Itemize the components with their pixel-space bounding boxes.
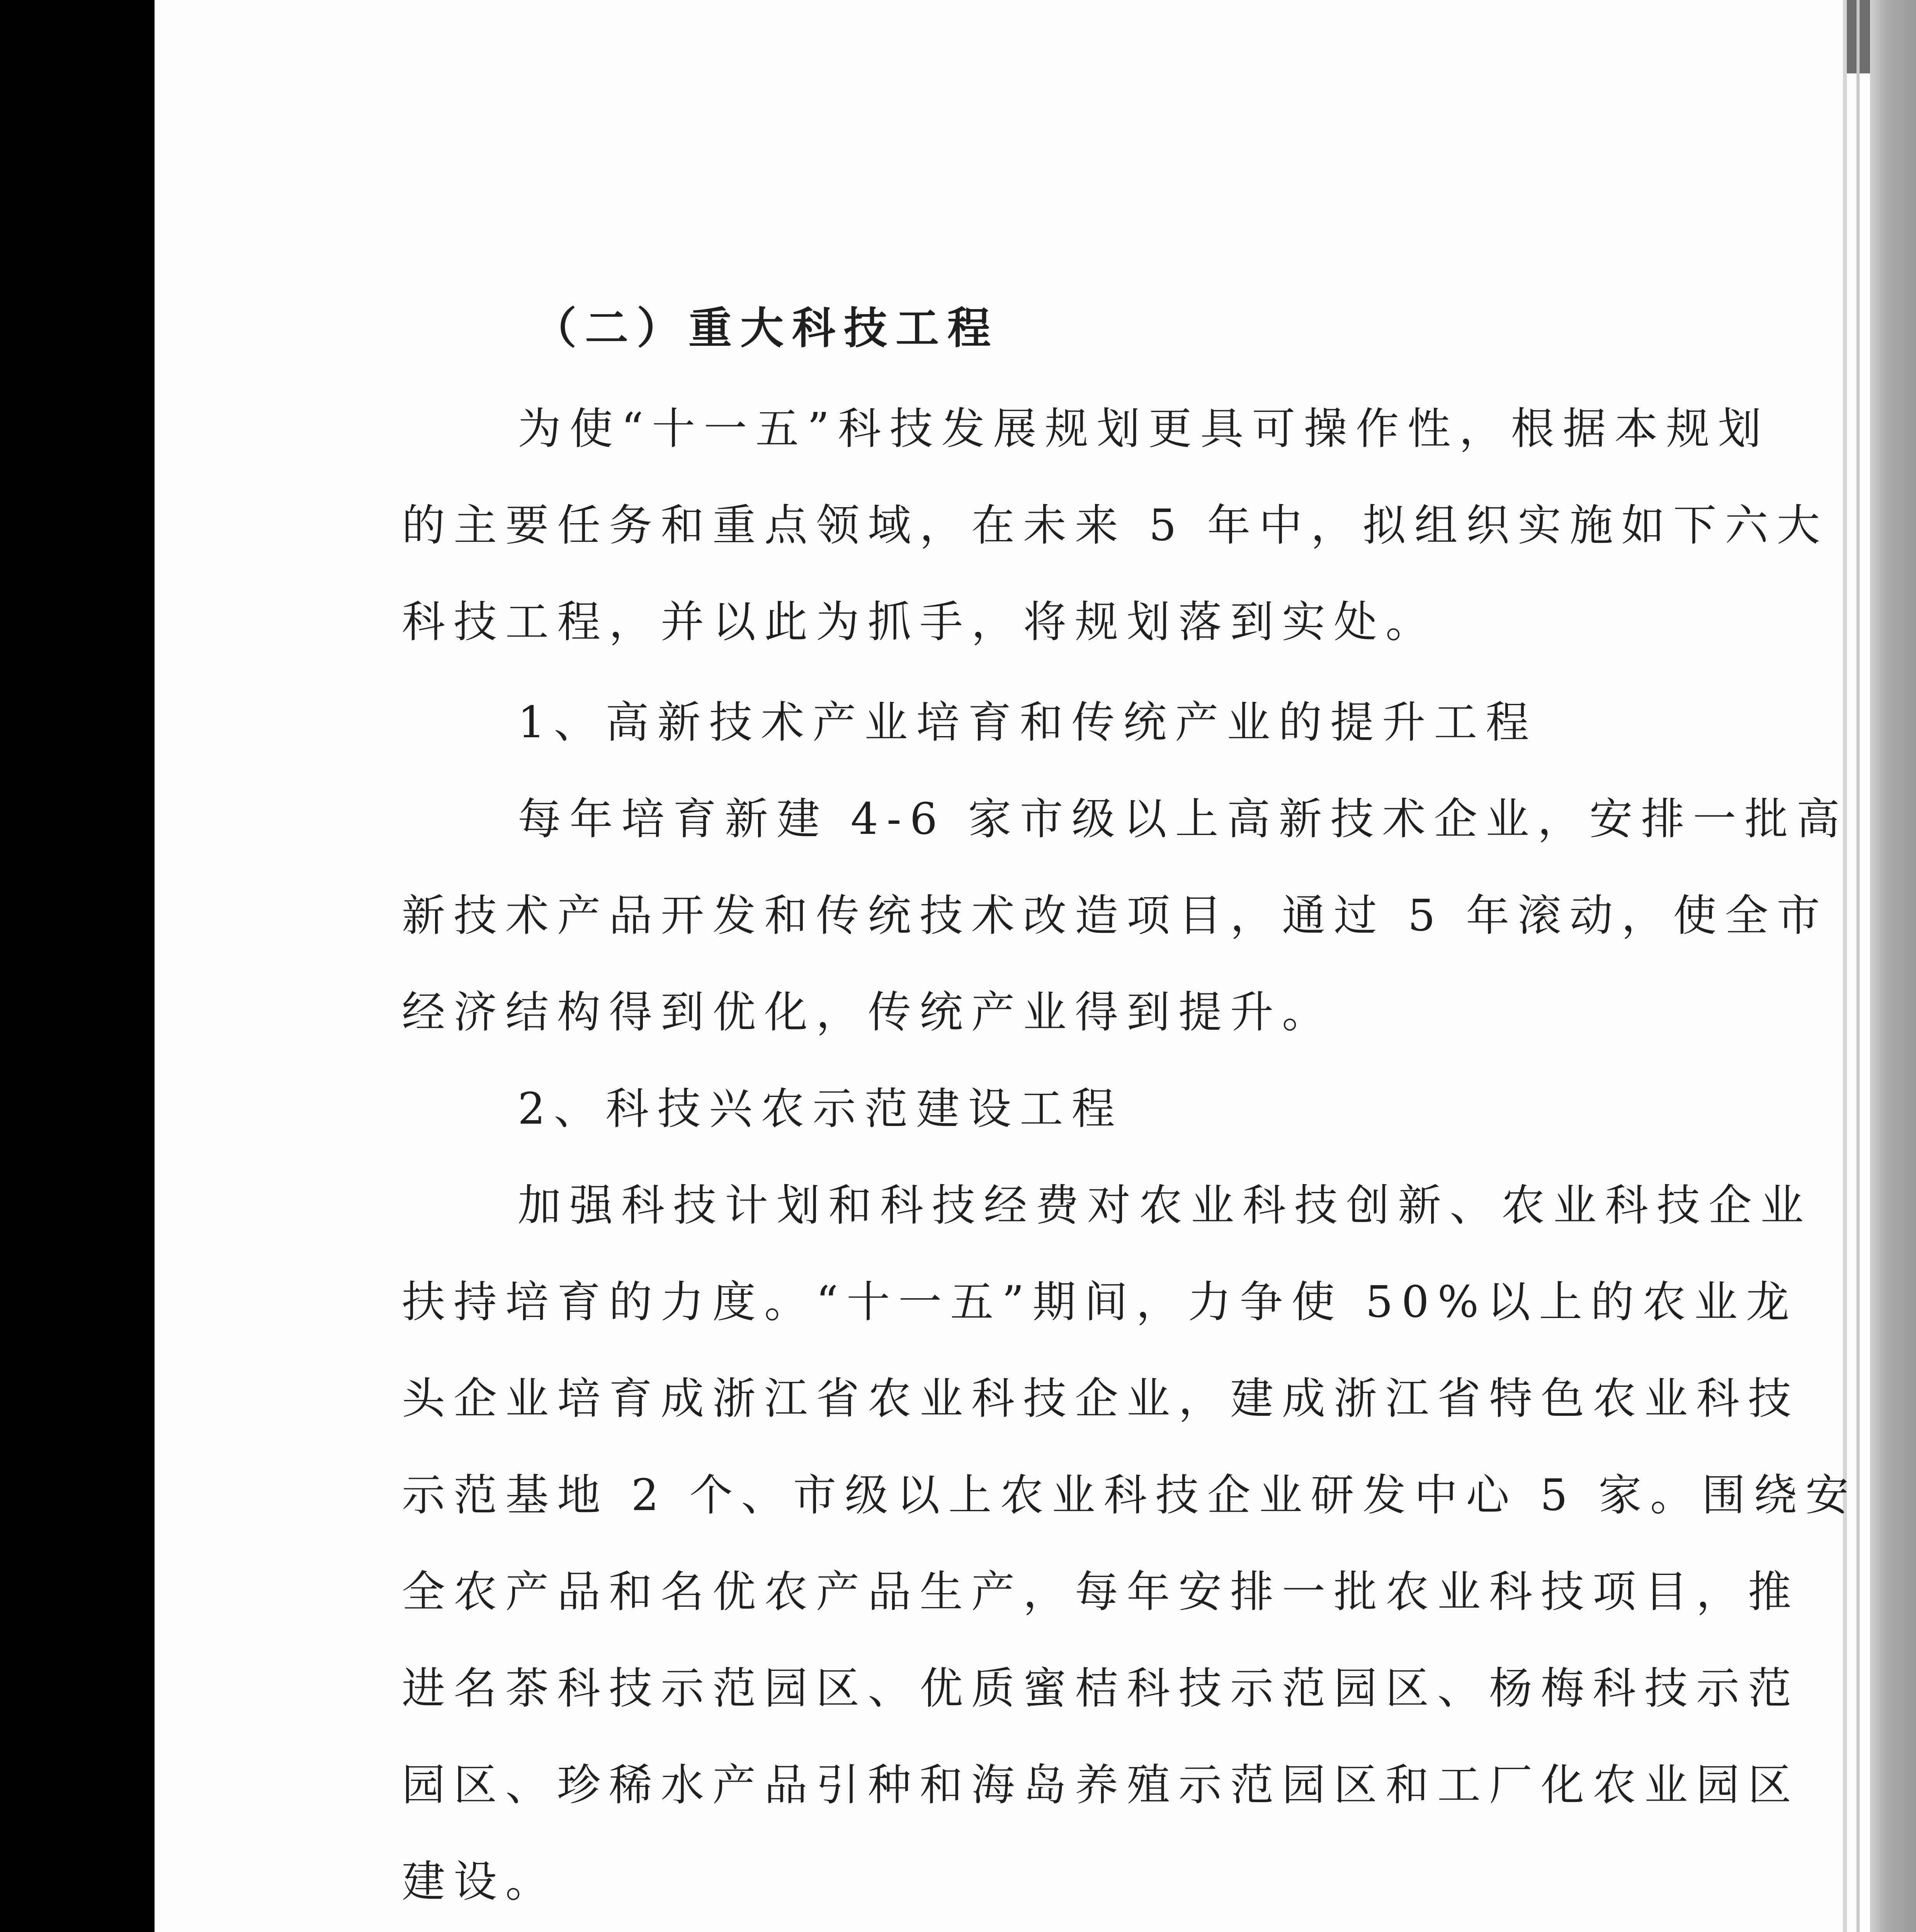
scanned-page: [155, 0, 1916, 1932]
section-heading: （二）重大科技工程: [533, 303, 999, 354]
paragraph-line: 扶持培育的力度。“十一五”期间，力争使 50%以上的农业龙: [402, 1277, 1798, 1327]
item-title: 1、高新技术产业培育和传统产业的提升工程: [518, 697, 1538, 748]
paragraph-line: 头企业培育成浙江省农业科技企业，建成浙江省特色农业科技: [402, 1374, 1800, 1424]
page-edge: [1856, 0, 1860, 1932]
paragraph-line: 示范基地 2 个、市级以上农业科技企业研发中心 5 家。围绕安: [402, 1470, 1857, 1520]
paragraph-line: 建设。: [402, 1857, 557, 1907]
paragraph-line: 的主要任务和重点领域，在未来 5 年中，拟组织实施如下六大: [402, 500, 1829, 551]
paragraph-line: 每年培育新建 4-6 家市级以上高新技术企业，安排一批高: [518, 794, 1848, 844]
paragraph-line: 经济结构得到优化，传统产业得到提升。: [402, 987, 1334, 1037]
paragraph-line: 加强科技计划和科技经费对农业科技创新、农业科技企业: [518, 1180, 1812, 1231]
paragraph-line: 新技术产品开发和传统技术改造项目，通过 5 年滚动，使全市: [402, 891, 1829, 941]
paragraph-line: 科技工程，并以此为抓手，将规划落到实处。: [402, 597, 1437, 647]
item-title: 2、科技兴农示范建设工程: [518, 1084, 1124, 1134]
paragraph-line: 全农产品和名优农产品生产，每年安排一批农业科技项目，推: [402, 1567, 1800, 1617]
page-edge: [1843, 0, 1847, 1932]
paragraph-line: 园区、珍稀水产品引种和海岛养殖示范园区和工厂化农业园区: [402, 1760, 1800, 1810]
paragraph-line: 为使“十一五”科技发展规划更具可操作性，根据本规划: [518, 404, 1770, 454]
page-edge: [1870, 0, 1916, 1932]
paragraph-line: 进名茶科技示范园区、优质蜜桔科技示范园区、杨梅科技示范: [402, 1663, 1800, 1714]
